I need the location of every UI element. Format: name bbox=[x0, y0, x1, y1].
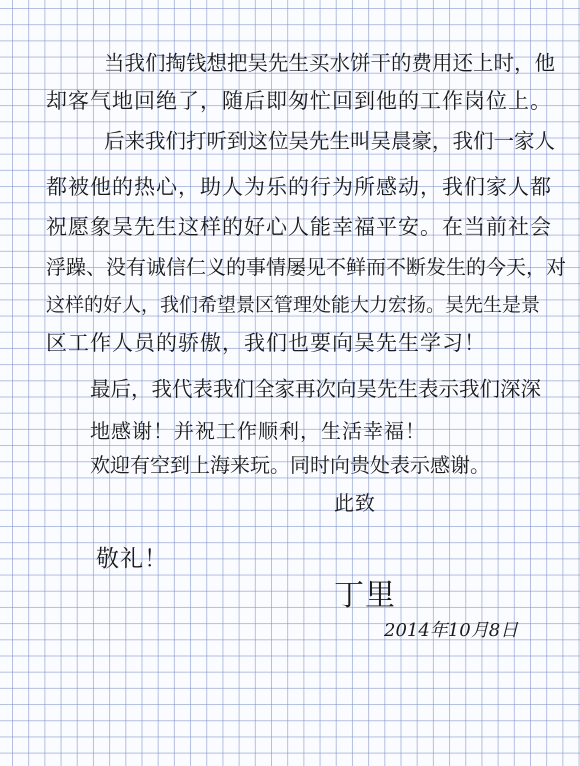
letter-date: 2014年10月8日 bbox=[384, 620, 519, 641]
letter-line: 欢迎有空到上海来玩。同时向贵处表示感谢。 bbox=[90, 453, 490, 477]
letter-line: 这样的好人，我们希望景区管理处能大力宏扬。吴先生是景 bbox=[46, 294, 541, 316]
letter-line: 地感谢！并祝工作顺利，生活幸福！ bbox=[90, 419, 426, 443]
closing-phrase: 此致 bbox=[334, 491, 376, 515]
letter-line: 后来我们打听到这位吴先生叫吴晨豪，我们一家人 bbox=[104, 129, 555, 153]
letter-line: 最后，我代表我们全家再次向吴先生表示我们深深 bbox=[90, 377, 541, 401]
letter-line: 祝愿象吴先生这样的好心人能幸福平安。在当前社会 bbox=[46, 215, 552, 239]
letter-line: 却客气地回绝了，随后即匆忙回到他的工作岗位上。 bbox=[46, 89, 552, 113]
letter-line: 当我们掏钱想把吴先生买水饼干的费用还上时，他 bbox=[104, 51, 555, 75]
salutation: 敬礼！ bbox=[96, 546, 168, 572]
letter-line: 都被他的热心，助人为乐的行为所感动，我们家人都 bbox=[46, 175, 552, 199]
letter-line: 区工作人员的骄傲，我们也要向吴先生学习！ bbox=[46, 331, 486, 355]
letter-line: 浮躁、没有诚信仁义的事情屡见不鲜而不断发生的今天，对 bbox=[46, 255, 566, 279]
signature: 丁里 bbox=[334, 578, 396, 613]
